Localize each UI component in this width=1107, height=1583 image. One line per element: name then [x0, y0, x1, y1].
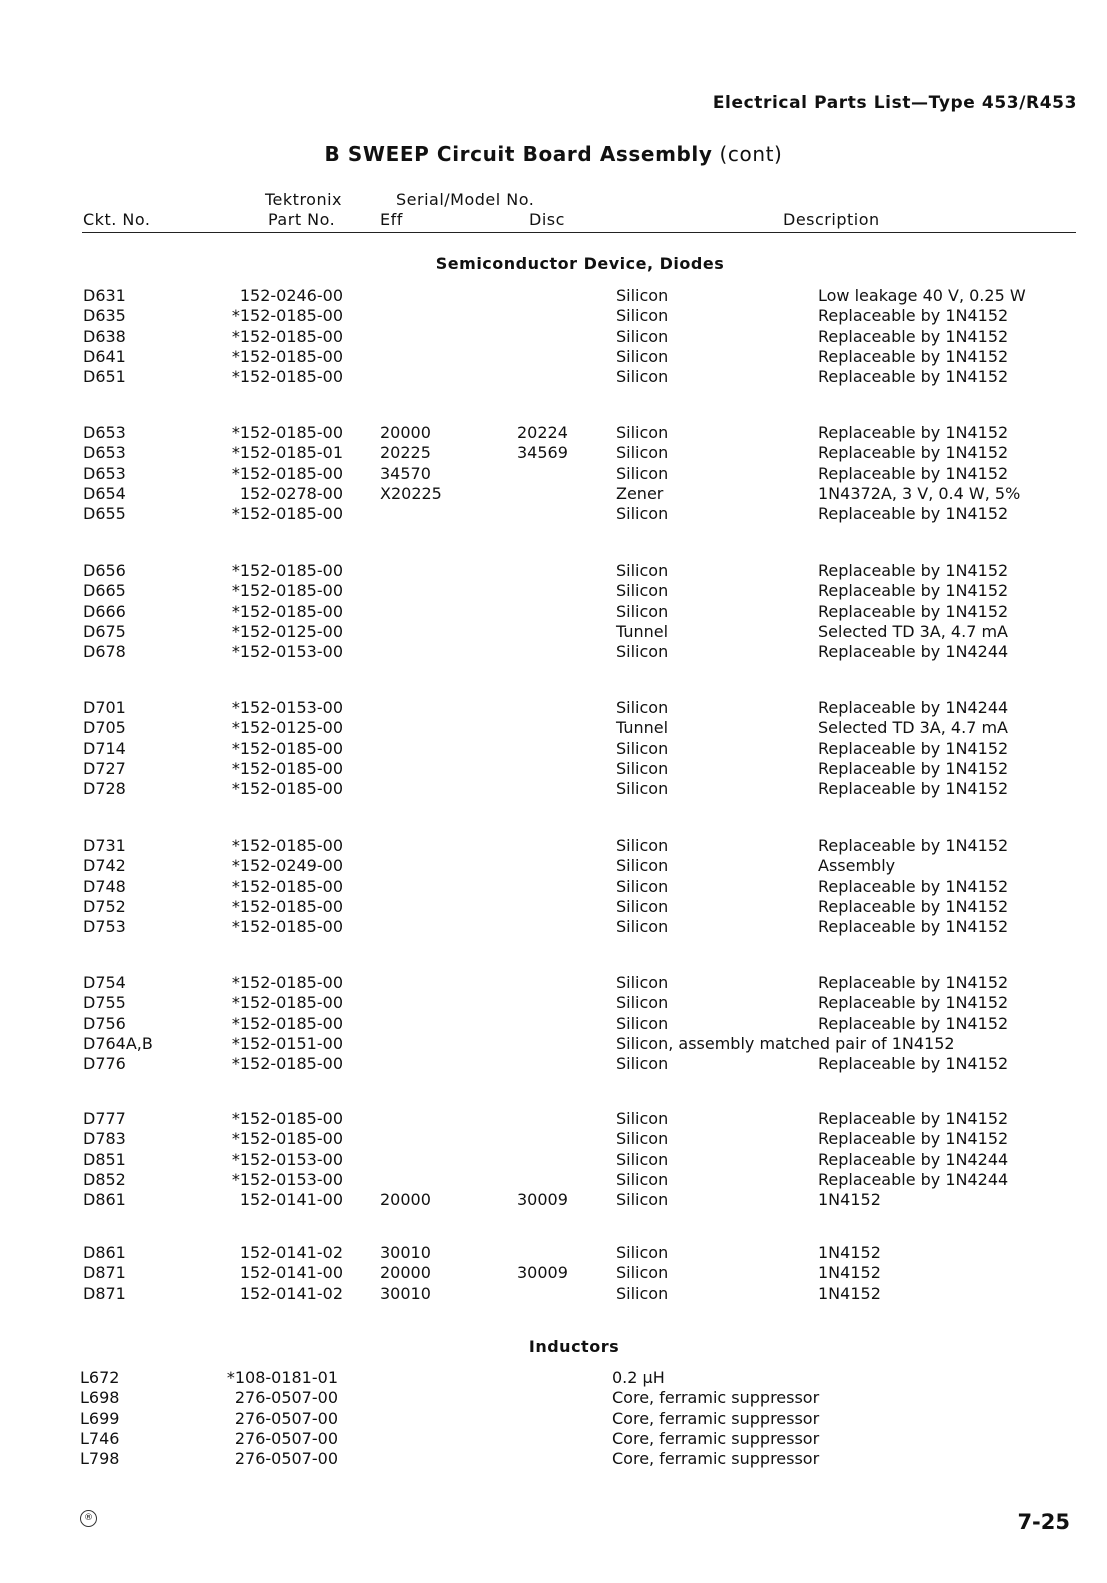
table-row [0, 504, 1107, 524]
cell-description: Replaceable by 1N4152 [818, 993, 1009, 1013]
table-row [0, 1129, 1107, 1149]
cell-part-no: *152-0185-00 [231, 581, 343, 601]
cell-part-no: *152-0185-00 [231, 1054, 343, 1074]
table-row [0, 286, 1107, 306]
cell-ckt-no: D756 [83, 1013, 126, 1033]
table-row [0, 1150, 1107, 1170]
cell-device-type: Silicon [616, 463, 669, 483]
cell-ckt-no: L746 [80, 1428, 120, 1448]
cell-device-type: Silicon [616, 561, 669, 580]
cell-description: Replaceable by 1N4244 [818, 1169, 1009, 1189]
table-row [0, 327, 1107, 347]
cell-part-no: *152-0185-00 [231, 463, 343, 483]
table-row [0, 622, 1107, 642]
table-row [0, 581, 1107, 601]
cell-ckt-no: D651 [83, 367, 126, 387]
cell-ckt-no: D678 [83, 642, 126, 662]
cell-description: 1N4152 [818, 1283, 881, 1303]
cell-ckt-no: D777 [83, 1109, 126, 1128]
cell-description: Replaceable by 1N4152 [818, 1109, 1009, 1128]
cell-part-no: *152-0185-00 [231, 876, 343, 896]
cell-ckt-no: D635 [83, 306, 126, 326]
cell-part-no: *152-0153-00 [231, 642, 343, 662]
cell-ckt-no: L798 [80, 1449, 120, 1469]
table-row [0, 836, 1107, 856]
table-row [0, 1368, 1107, 1388]
cell-device-type: Silicon [616, 423, 669, 442]
cell-device-type: Silicon [616, 973, 669, 992]
cell-device-type: Silicon [616, 346, 669, 366]
table-row [0, 973, 1107, 993]
cell-device-type: Silicon [616, 758, 669, 778]
table-row [0, 877, 1107, 897]
col-header-part-no: Part No. [268, 210, 336, 229]
cell-device-type: Silicon [616, 1149, 669, 1169]
cell-description: Replaceable by 1N4152 [818, 758, 1009, 778]
cell-part-no: 152-0141-00 [239, 1263, 343, 1283]
cell-ckt-no: D641 [83, 346, 126, 366]
cell-part-no: *152-0185-00 [231, 367, 343, 387]
col-header-disc: Disc [529, 210, 565, 229]
cell-description: Core, ferramic suppressor [612, 1408, 820, 1428]
cell-description: Replaceable by 1N4152 [818, 326, 1009, 346]
cell-part-no: *152-0185-00 [231, 346, 343, 366]
cell-ckt-no: D653 [83, 443, 126, 463]
cell-description: Replaceable by 1N4152 [818, 917, 1009, 937]
table-row [0, 1034, 1107, 1054]
cell-description: Replaceable by 1N4152 [818, 738, 1009, 758]
cell-description: Replaceable by 1N4152 [818, 836, 1009, 855]
cell-ckt-no: D776 [83, 1054, 126, 1074]
cell-part-no: *152-0153-00 [231, 698, 343, 717]
cell-part-no: *152-0153-00 [231, 1149, 343, 1169]
cell-part-no: *152-0185-00 [231, 561, 343, 580]
cell-part-no: 152-0278-00 [239, 483, 343, 503]
table-row [0, 484, 1107, 504]
cell-description: Core, ferramic suppressor [612, 1449, 820, 1469]
cell-description: Replaceable by 1N4152 [818, 443, 1009, 463]
table-row [0, 1284, 1107, 1304]
cell-part-no: 276-0507-00 [234, 1428, 338, 1448]
cell-description: Replaceable by 1N4152 [818, 367, 1009, 387]
cell-device-type: Silicon [616, 443, 669, 463]
cell-description: Selected TD 3A, 4.7 mA [818, 621, 1008, 641]
cell-eff: 30010 [380, 1283, 431, 1303]
cell-device-type: Silicon [616, 1263, 669, 1283]
cell-description: Replaceable by 1N4152 [818, 561, 1009, 580]
cell-ckt-no: D656 [83, 561, 126, 580]
cell-ckt-no: D754 [83, 973, 126, 992]
cell-description: Replaceable by 1N4152 [818, 876, 1009, 896]
col-header-serial: Serial/Model No. [396, 190, 535, 209]
cell-description: Replaceable by 1N4152 [818, 346, 1009, 366]
cell-description: 1N4152 [818, 1243, 881, 1262]
cell-part-no: 152-0141-02 [239, 1243, 343, 1262]
section-heading-diodes: Semiconductor Device, Diodes [435, 254, 725, 273]
cell-device-type: Silicon [616, 856, 669, 876]
cell-eff: 20225 [380, 443, 431, 463]
cell-ckt-no: D705 [83, 718, 126, 738]
table-row [0, 993, 1107, 1013]
cell-device-type: Tunnel [616, 718, 669, 738]
cell-part-no: *152-0153-00 [231, 1169, 343, 1189]
cell-part-no: *152-0185-00 [231, 993, 343, 1013]
cell-ckt-no: D653 [83, 423, 126, 442]
cell-device-type: Silicon [616, 581, 669, 601]
cell-part-no: *152-0185-00 [231, 779, 343, 799]
cell-ckt-no: D638 [83, 326, 126, 346]
table-row [0, 347, 1107, 367]
cell-device-type: Silicon [616, 779, 669, 799]
cell-part-no: 276-0507-00 [234, 1388, 338, 1408]
cell-device-type: Silicon [616, 1013, 669, 1033]
cell-ckt-no: D852 [83, 1169, 126, 1189]
cell-device-type: Silicon [616, 286, 669, 305]
cell-device-type: Silicon [616, 896, 669, 916]
cell-part-no: 152-0141-00 [239, 1190, 343, 1210]
cell-description: Replaceable by 1N4152 [818, 581, 1009, 601]
cell-device-type: Silicon [616, 1109, 669, 1128]
cell-description: 1N4372A, 3 V, 0.4 W, 5% [818, 483, 1021, 503]
table-row [0, 779, 1107, 799]
cell-device-type: Silicon [616, 993, 669, 1013]
cell-ckt-no: D666 [83, 601, 126, 621]
page-title [0, 142, 1107, 166]
cell-part-no: *152-0185-00 [231, 423, 343, 442]
cell-device-type: Silicon [616, 1169, 669, 1189]
cell-part-no: *152-0249-00 [231, 856, 343, 876]
cell-part-no: *152-0185-00 [231, 1109, 343, 1128]
cell-eff: 20000 [380, 423, 431, 442]
title-suffix: (cont) [719, 142, 783, 166]
cell-description: Low leakage 40 V, 0.25 W [818, 286, 1026, 305]
cell-ckt-no: D748 [83, 876, 126, 896]
cell-part-no: *152-0185-00 [231, 973, 343, 992]
cell-ckt-no: D755 [83, 993, 126, 1013]
table-row [0, 1054, 1107, 1074]
cell-disc: 30009 [517, 1263, 568, 1283]
cell-description: Replaceable by 1N4152 [818, 463, 1009, 483]
cell-device-type: Silicon [616, 876, 669, 896]
cell-part-no: *152-0185-00 [231, 306, 343, 326]
cell-description: Selected TD 3A, 4.7 mA [818, 718, 1008, 738]
cell-device-type: Silicon [616, 738, 669, 758]
cell-description: Replaceable by 1N4152 [818, 779, 1009, 799]
cell-description: Replaceable by 1N4152 [818, 1129, 1009, 1149]
cell-device-type: Silicon [616, 836, 669, 855]
cell-eff: 30010 [380, 1243, 431, 1262]
cell-ckt-no: D753 [83, 917, 126, 937]
table-row [0, 1109, 1107, 1129]
cell-description: Replaceable by 1N4152 [818, 1054, 1009, 1074]
cell-description: Replaceable by 1N4244 [818, 698, 1009, 717]
cell-part-no: 152-0246-00 [239, 286, 343, 305]
table-row [0, 718, 1107, 738]
cell-disc: 30009 [517, 1190, 568, 1210]
table-row [0, 1243, 1107, 1263]
running-header: Electrical Parts List—Type 453/R453 [712, 93, 1077, 113]
cell-description: Core, ferramic suppressor [612, 1428, 820, 1448]
cell-eff: 20000 [380, 1190, 431, 1210]
publisher-mark: ® [80, 1510, 97, 1527]
cell-description: Assembly [818, 856, 896, 876]
table-row [0, 917, 1107, 937]
cell-ckt-no: D783 [83, 1129, 126, 1149]
cell-disc: 34569 [517, 443, 568, 463]
cell-part-no: 276-0507-00 [234, 1408, 338, 1428]
cell-description: 1N4152 [818, 1263, 881, 1283]
cell-ckt-no: D764A,B [83, 1033, 153, 1053]
cell-device-type: Silicon [616, 367, 669, 387]
cell-part-no: *152-0185-00 [231, 1013, 343, 1033]
cell-ckt-no: L699 [80, 1408, 120, 1428]
cell-part-no: *152-0185-01 [231, 443, 343, 463]
cell-description: 1N4152 [818, 1190, 881, 1210]
cell-part-no: *108-0181-01 [226, 1368, 338, 1387]
cell-description: 0.2 μH [612, 1368, 665, 1387]
cell-device-type: Tunnel [616, 621, 669, 641]
cell-device-type: Silicon [616, 326, 669, 346]
cell-device-type: Silicon [616, 1243, 669, 1262]
cell-disc: 20224 [517, 423, 568, 442]
cell-description: Core, ferramic suppressor [612, 1388, 820, 1408]
cell-part-no: *152-0151-00 [231, 1033, 343, 1053]
cell-description: Replaceable by 1N4152 [818, 1013, 1009, 1033]
cell-ckt-no: D654 [83, 483, 126, 503]
table-row [0, 1409, 1107, 1429]
table-row [0, 759, 1107, 779]
cell-part-no: *152-0185-00 [231, 1129, 343, 1149]
table-row [0, 602, 1107, 622]
cell-ckt-no: D742 [83, 856, 126, 876]
cell-device-type: Silicon [616, 601, 669, 621]
page-number: 7-25 [1017, 1510, 1070, 1534]
cell-device-type: Silicon [616, 642, 669, 662]
cell-ckt-no: D675 [83, 621, 126, 641]
table-row [0, 856, 1107, 876]
table-row [0, 698, 1107, 718]
cell-device-type: Silicon [616, 917, 669, 937]
table-row [0, 367, 1107, 387]
cell-ckt-no: D861 [83, 1243, 126, 1262]
cell-device-type: Silicon [616, 306, 669, 326]
cell-ckt-no: L698 [80, 1388, 120, 1408]
cell-part-no: *152-0185-00 [231, 758, 343, 778]
cell-description: Replaceable by 1N4244 [818, 642, 1009, 662]
cell-ckt-no: D731 [83, 836, 126, 855]
table-row [0, 1449, 1107, 1469]
col-header-description: Description [783, 210, 880, 229]
cell-eff: 20000 [380, 1263, 431, 1283]
table-row [0, 1170, 1107, 1190]
table-row [0, 306, 1107, 326]
table-row [0, 1014, 1107, 1034]
section-heading-inductors: Inductors [528, 1337, 620, 1356]
cell-device-type: Zener [616, 483, 664, 503]
cell-ckt-no: D861 [83, 1190, 126, 1210]
cell-description: Replaceable by 1N4152 [818, 504, 1009, 524]
cell-ckt-no: D665 [83, 581, 126, 601]
cell-device-type: Silicon [616, 698, 669, 717]
cell-eff: 34570 [380, 463, 431, 483]
cell-part-no: 276-0507-00 [234, 1449, 338, 1469]
cell-ckt-no: D851 [83, 1149, 126, 1169]
cell-part-no: 152-0141-02 [239, 1283, 343, 1303]
cell-description: Replaceable by 1N4244 [818, 1149, 1009, 1169]
table-row [0, 642, 1107, 662]
cell-part-no: *152-0185-00 [231, 601, 343, 621]
table-row [0, 561, 1107, 581]
col-header-ckt: Ckt. No. [83, 210, 151, 229]
table-row [0, 443, 1107, 463]
cell-description: Replaceable by 1N4152 [818, 973, 1009, 992]
table-row [0, 1388, 1107, 1408]
cell-ckt-no: D871 [83, 1283, 126, 1303]
cell-ckt-no: D727 [83, 758, 126, 778]
table-row [0, 464, 1107, 484]
cell-ckt-no: D871 [83, 1263, 126, 1283]
cell-device-type: Silicon [616, 1283, 669, 1303]
cell-device-type: Silicon [616, 1190, 669, 1210]
table-row [0, 1429, 1107, 1449]
cell-part-no: *152-0185-00 [231, 896, 343, 916]
cell-description: Replaceable by 1N4152 [818, 601, 1009, 621]
cell-device-type: Silicon [616, 504, 669, 524]
col-header-tektronix: Tektronix [265, 190, 343, 209]
cell-ckt-no: D631 [83, 286, 126, 305]
cell-ckt-no: D752 [83, 896, 126, 916]
header-rule [82, 232, 1076, 233]
cell-description: Replaceable by 1N4152 [818, 423, 1009, 442]
cell-part-no: *152-0185-00 [231, 836, 343, 855]
table-row [0, 1263, 1107, 1283]
cell-ckt-no: D653 [83, 463, 126, 483]
cell-ckt-no: D728 [83, 779, 126, 799]
cell-part-no: *152-0185-00 [231, 738, 343, 758]
cell-part-no: *152-0185-00 [231, 504, 343, 524]
cell-device-type: Silicon, assembly matched pair of 1N4152 [616, 1033, 955, 1053]
cell-part-no: *152-0125-00 [231, 621, 343, 641]
cell-eff: X20225 [380, 483, 442, 503]
cell-device-type: Silicon [616, 1129, 669, 1149]
cell-ckt-no: D701 [83, 698, 126, 717]
cell-device-type: Silicon [616, 1054, 669, 1074]
table-row [0, 739, 1107, 759]
cell-ckt-no: D714 [83, 738, 126, 758]
table-row [0, 897, 1107, 917]
cell-ckt-no: L672 [80, 1368, 120, 1387]
cell-part-no: *152-0185-00 [231, 326, 343, 346]
cell-part-no: *152-0125-00 [231, 718, 343, 738]
table-row [0, 1190, 1107, 1210]
cell-description: Replaceable by 1N4152 [818, 306, 1009, 326]
table-row [0, 423, 1107, 443]
cell-part-no: *152-0185-00 [231, 917, 343, 937]
cell-description: Replaceable by 1N4152 [818, 896, 1009, 916]
cell-ckt-no: D655 [83, 504, 126, 524]
col-header-eff: Eff [380, 210, 403, 229]
title-main: B SWEEP Circuit Board Assembly [324, 142, 713, 166]
